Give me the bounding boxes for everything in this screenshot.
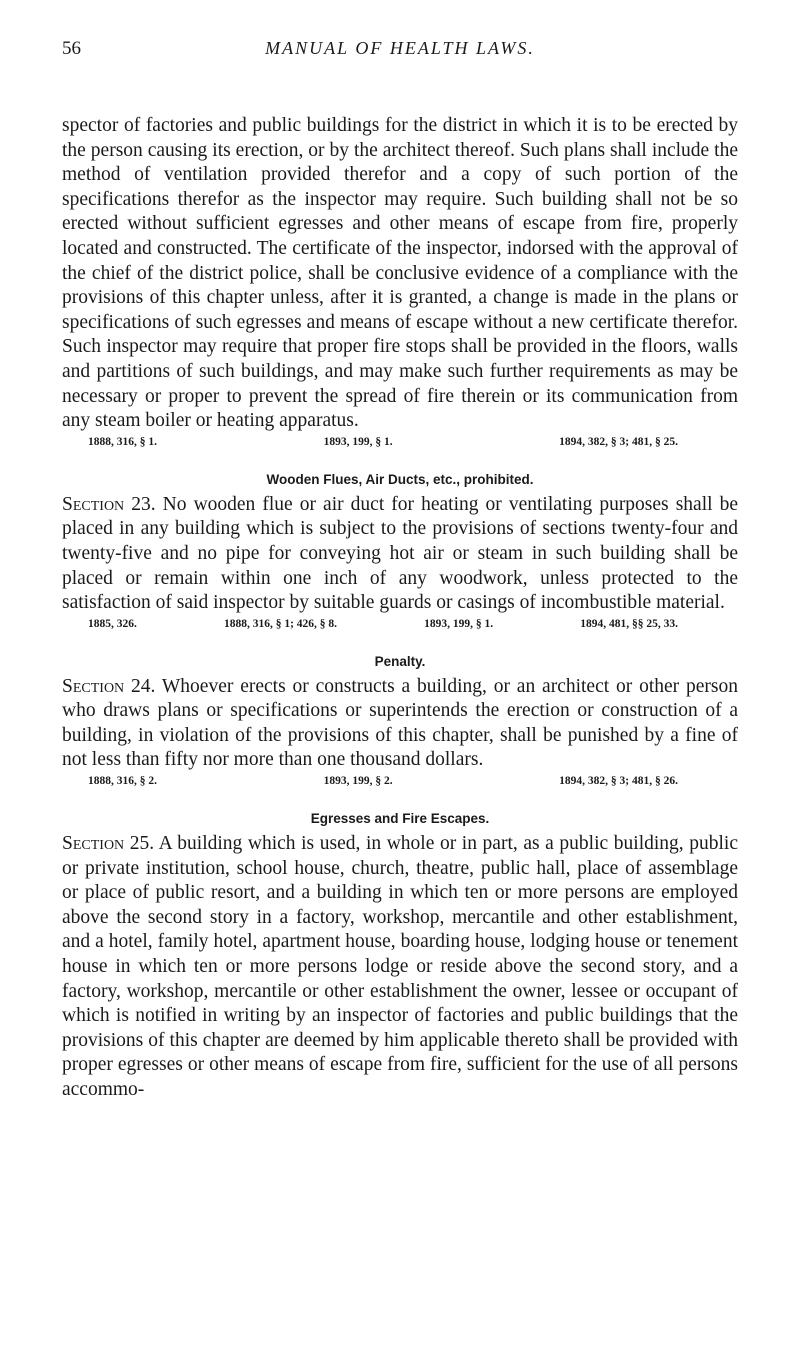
citation: 1894, 481, §§ 25, 33. (580, 617, 678, 630)
section-label: Section 25. (62, 833, 155, 855)
citation-line (62, 436, 738, 454)
citation-line (62, 618, 738, 636)
running-head: MANUAL OF HEALTH LAWS. (265, 38, 535, 58)
section-paragraph (62, 675, 738, 773)
section-heading: Egresses and Fire Escapes. (310, 811, 490, 827)
page-body (62, 114, 738, 1103)
citation: 1893, 199, § 1. (424, 617, 494, 630)
section-heading: Wooden Flues, Air Ducts, etc., prohibited. (266, 471, 534, 487)
citation: 1885, 326. (88, 617, 137, 630)
citation: 1894, 382, § 3; 481, § 25. (559, 435, 678, 448)
section-text: A building which is used, in whole or in part, as a public building, public or private institution, school house, church, theatre, public hall, place of assemblage or place of public resort, and a building in which ten or more persons are employed above the second story in a factory, workshop, mercantile and other establishment, and a hotel, family hotel, apartment house, boarding house, lodging house or tenement house in which ten or more persons lodge or reside above the second story, and a factory, workshop, mercantile or other establishment the owner, lessee or occupant of which is notified in writing by an inspector of factories and public buildings that the provisions of this chapter are deemed by him applicable thereto shall be provided with proper egresses or other means of escape from fire, sufficient for the use of all persons accommo- (62, 833, 738, 1100)
continuation-paragraph: spector of factories and public buildings for the district in which it is to be erected by the person causing its erection, or by the architect thereof. Such plans shall include the method of ventilation provided therefor and a copy of such portion of the specifications therefor as the inspector may require. Such building shall not be so erected without sufficient egresses and other means of escape from fire, properly located and constructed. The certificate of the inspector, indorsed with the approval of the chief of the district police, shall be conclusive evidence of a compliance with the provisions of this chapter unless, after it is granted, a change is made in the plans or specifications of such egresses and means of escape without a new certificate therefor. Such inspector may require that proper fire stops shall be provided in the floors, walls and partitions of such buildings, and may make such further requirements as may be necessary or proper to prevent the spread of fire therein or its communication from any steam boiler or heating apparatus. (62, 115, 738, 432)
section-paragraph (62, 832, 738, 1103)
citation-line (62, 775, 738, 793)
page-header (62, 38, 738, 68)
section-text: Whoever erects or constructs a building, or an architect or other person who draws plans or specifications or superintends the erection or construction of a building, in violation of the provisions of this chapter, shall be punished by a fine of not less than fifty nor more than one thousand dollars. (62, 675, 738, 771)
section-heading: Penalty. (374, 653, 426, 669)
section-label: Section 23. (62, 493, 156, 515)
citation: 1893, 199, § 2. (323, 775, 393, 788)
citation: 1893, 199, § 1. (323, 435, 393, 448)
citation: 1894, 382, § 3; 481, § 26. (559, 775, 678, 788)
citation: 1888, 316, § 1; 426, § 8. (223, 617, 338, 630)
section-label: Section 24. (62, 675, 156, 697)
section-text: No wooden flue or air duct for heating or ventilating purposes shall be placed in any building which is subject to the provisions of sections twenty-four and twenty-five and no pipe for conveying hot air or steam in such building shall be placed or remain within one inch of any woodwork, unless protected to the satisfaction of said inspector by suitable guards or casings of incombustible material. (62, 493, 738, 614)
page-number: 56 (62, 38, 81, 59)
citation: 1888, 316, § 1. (88, 435, 157, 448)
citation: 1888, 316, § 2. (88, 775, 157, 788)
section-paragraph (62, 493, 738, 616)
